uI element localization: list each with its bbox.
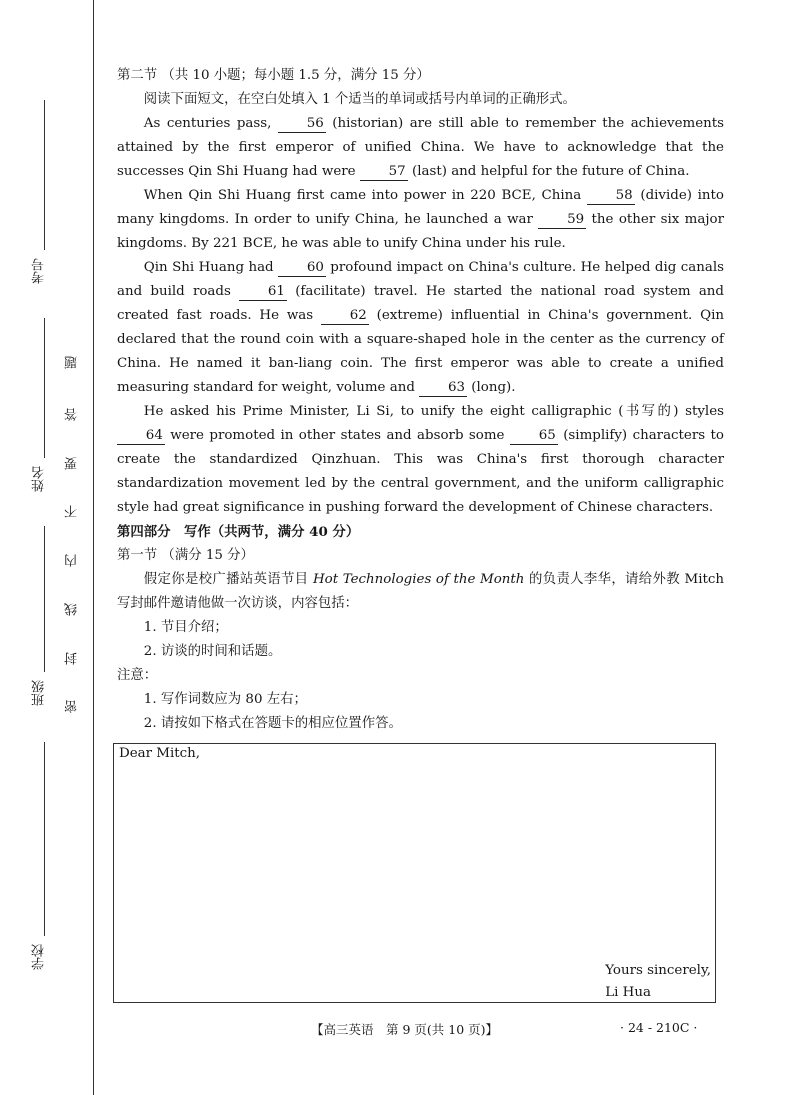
school-label: 学校: [32, 944, 47, 970]
blank-58: 58: [587, 188, 635, 205]
writing-task: [117, 568, 724, 616]
passage-paragraph: [117, 112, 724, 184]
passage-text: (simplify) characters to create the standardized Qinzhuan. This was China's first thorough character standardization movement led by the central government, and the uniform calligraphic style had great significance in pushing forward the development of Chinese characters.: [117, 428, 724, 515]
section-instruction: 阅读下面短文，在空白处填入 1 个适当的单词或括号内单词的正确形式。: [143, 92, 576, 107]
exam-number-write-line: [44, 100, 45, 250]
blank-59: 59: [538, 212, 586, 229]
passage-text: (facilitate) travel. He started the national road system and created fast roads. He was: [117, 284, 724, 323]
passage-text: He asked his Prime Minister, Li Si, to unify the eight calligraphic (书写的) styles: [143, 404, 724, 419]
program-title: Hot Technologies of the Month: [313, 572, 525, 587]
task-text: 的负责人李华，请给外教 Mitch 写封邮件邀请他做一次访谈，内容包括：: [117, 572, 725, 611]
exam-number-label: 考号: [32, 258, 47, 284]
passage-paragraph: [117, 256, 724, 400]
passage-text: (extreme) influential in China's government. Qin declared that the round coin with a square-shaped hole in the center as the currency of China. He named it ban-liang coin. The first emperor was able to create a unified measuring standard for weight, volume and: [117, 308, 724, 395]
blank-60: 60: [278, 260, 326, 277]
passage-text: (last) and helpful for the future of China.: [411, 164, 690, 179]
letter-closing: Yours sincerely,: [605, 963, 711, 978]
seal-char: 答: [65, 408, 80, 421]
seal-char: 封: [65, 652, 80, 665]
paper-code: · 24 - 210C ·: [620, 1020, 698, 1035]
blank-56: 56: [278, 116, 326, 133]
section-heading: 第二节 （共 10 小题；每小题 1.5 分，满分 15 分）: [117, 68, 430, 83]
part-heading: 第四部分 写作（共两节，满分 40 分）: [117, 524, 360, 540]
seal-char: 题: [65, 356, 80, 369]
task-item: 2. 访谈的时间和话题。: [143, 644, 282, 659]
passage-paragraph: [117, 400, 724, 520]
letter-greeting: Dear Mitch,: [119, 746, 201, 761]
task-item: 1. 节目介绍；: [143, 620, 228, 635]
passage-text: As centuries pass,: [143, 116, 272, 131]
letter-box: [113, 743, 716, 1003]
class-write-line: [44, 526, 45, 672]
exam-content: [117, 64, 724, 736]
seal-char: 要: [65, 457, 80, 470]
seal-char: 密: [65, 700, 80, 713]
passage-text: the other six major kingdoms. By 221 BCE, he was able to unify China under his rule.: [117, 212, 724, 251]
page-footer: 【高三英语 第 9 页(共 10 页)】: [311, 1022, 499, 1037]
seal-char: 线: [65, 603, 80, 616]
class-label: 班级: [32, 680, 47, 706]
letter-closing-block: [605, 960, 711, 1004]
name-label: 姓名: [32, 466, 47, 492]
passage-text: (historian) are still able to remember the achievements attained by the first emperor of unified China. We have to acknowledge that the successes Qin Shi Huang had were: [117, 116, 724, 179]
note-item: 1. 写作词数应为 80 左右；: [143, 692, 307, 707]
blank-57: 57: [360, 164, 408, 181]
passage-paragraph: [117, 184, 724, 256]
blank-65: 65: [510, 428, 558, 445]
seal-char: 内: [65, 554, 80, 567]
blank-63: 63: [419, 380, 467, 397]
subsection-heading: 第一节 （满分 15 分）: [117, 548, 254, 563]
letter-signature: Li Hua: [605, 985, 651, 1000]
passage-text: When Qin Shi Huang first came into power in 220 BCE, China: [143, 188, 582, 203]
blank-64: 64: [117, 428, 165, 445]
notes-label: 注意：: [117, 668, 158, 683]
note-item: 2. 请按如下格式在答题卡的相应位置作答。: [143, 716, 402, 731]
passage-text: (long).: [471, 380, 516, 395]
blank-61: 61: [239, 284, 287, 301]
binding-line: [93, 0, 94, 1095]
passage-text: were promoted in other states and absorb some: [170, 428, 505, 443]
school-write-line: [44, 742, 45, 936]
passage-text: (divide) into many kingdoms. In order to unify China, he launched a war: [117, 188, 724, 227]
task-text: 假定你是校广播站英语节目: [143, 572, 309, 587]
passage-text: profound impact on China's culture. He helped dig canals and build roads: [117, 260, 724, 299]
blank-62: 62: [321, 308, 369, 325]
passage-text: Qin Shi Huang had: [143, 260, 274, 275]
seal-char: 不: [65, 505, 80, 518]
name-write-line: [44, 318, 45, 458]
